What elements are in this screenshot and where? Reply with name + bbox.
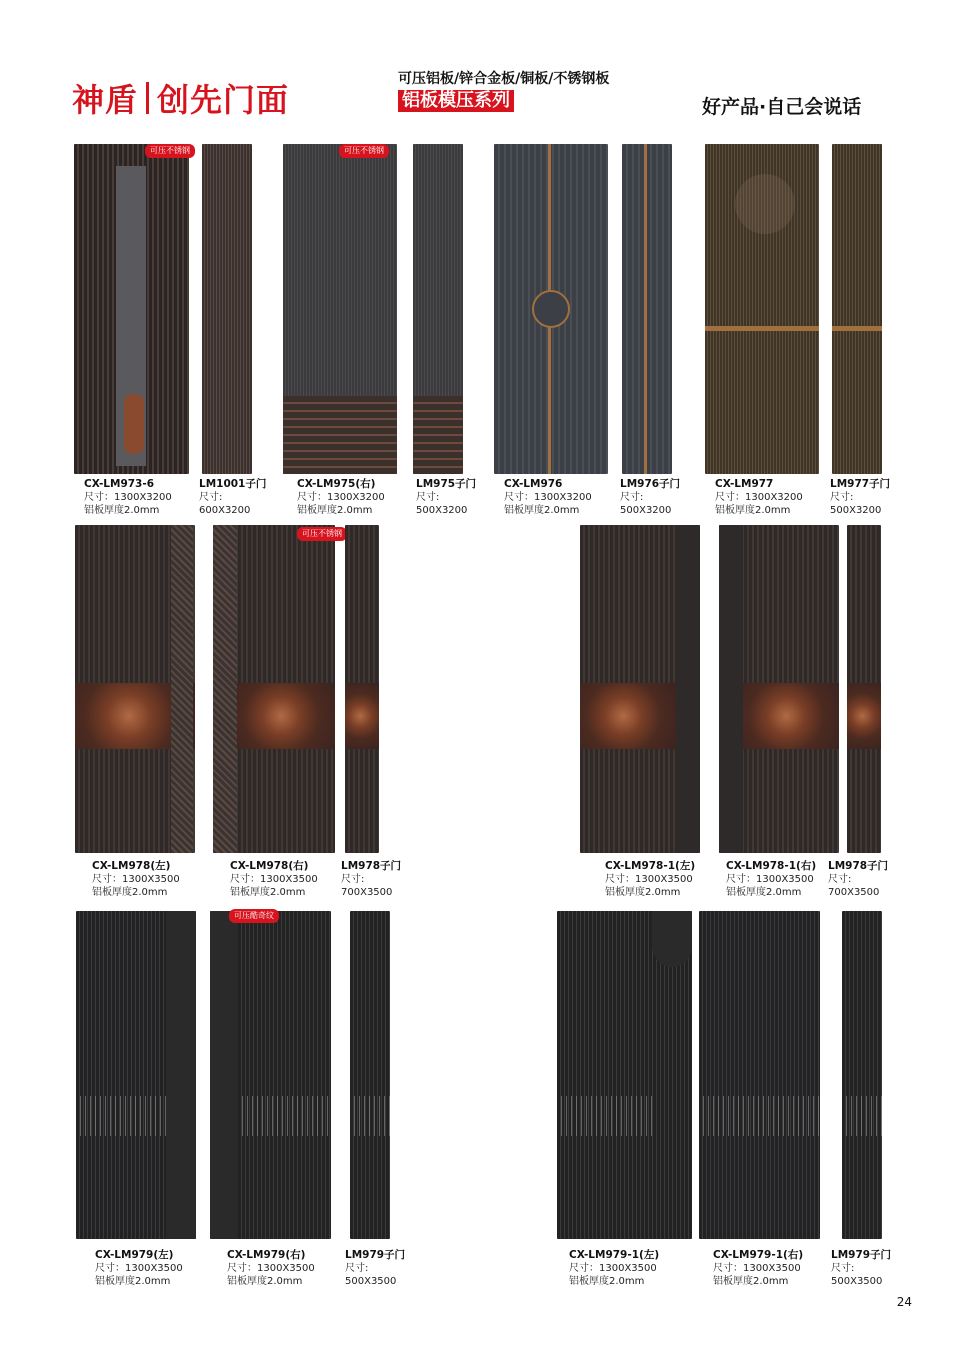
product-thickness: 铝板厚度2.0mm [726,887,802,898]
product-size-label: 尺寸: [831,1263,855,1274]
product-code: CX-LM976 [504,478,563,490]
caption-lm979-left [95,1249,183,1288]
lattice-strip [213,525,237,853]
product-size: 尺寸：1300X3500 [605,874,693,885]
product-thickness: 铝板厚度2.0mm [92,887,168,898]
plain-strip [210,911,238,1239]
product-thickness: 铝板厚度2.0mm [605,887,681,898]
door-panel-lm978-sub [345,525,379,853]
brand-logo [72,78,289,118]
product-thickness: 铝板厚度2.0mm [713,1276,789,1287]
product-size: 尺寸：1300X3200 [715,492,803,503]
brand-divider [146,82,149,114]
product-size: 尺寸：1300X3500 [713,1263,801,1274]
product-code: LM975子门 [416,478,477,490]
horse-relief-band [345,683,379,749]
product-size-label: 尺寸: [345,1263,369,1274]
product-code: CX-LM979-1(右) [713,1249,804,1261]
product-thickness: 铝板厚度2.0mm [227,1276,303,1287]
door-panel-lm975-sub [413,144,463,474]
door-panel-lm973-6 [74,144,189,474]
product-size: 尺寸：1300X3200 [297,492,385,503]
spark-lines [699,1096,820,1136]
product-code: CX-LM973-6 [84,478,155,490]
brand-tagline: 创先门面 [157,81,290,119]
product-code: CX-LM977 [715,478,774,490]
caption-lm973-6 [84,478,172,517]
page-number: 24 [896,1295,912,1309]
horse-relief-band [743,683,839,749]
caption-lm978-right [230,860,318,899]
product-size-label: 尺寸: [199,492,223,503]
door-panel-lm979-sub [350,911,390,1239]
door-panel-lm978-1-right [719,525,839,853]
badge-stainless: 可压不锈钢 [339,144,389,158]
door-panel-lm978-1-left [580,525,700,853]
badge-stainless: 可压不锈钢 [145,144,195,158]
product-thickness: 铝板厚度2.0mm [715,505,791,516]
product-size: 500X3200 [620,505,672,516]
product-code: CX-LM978-1(左) [605,860,696,872]
door-panel-lm977 [705,144,819,474]
door-panel-lm979-right [210,911,331,1239]
product-code: CX-LM978-1(右) [726,860,817,872]
caption-lm978-sub [341,860,401,899]
product-code: CX-LM979(右) [227,1249,306,1261]
product-size-label: 尺寸: [830,492,854,503]
product-size-label: 尺寸: [341,874,365,885]
caption-lm976-sub [620,478,680,517]
caption-lm978-left [92,860,180,899]
product-size: 500X3500 [831,1276,883,1287]
horse-relief-band [237,683,335,749]
spark-lines [842,1096,882,1136]
door-panel-lm975 [283,144,397,474]
door-panel-lm979-left [76,911,196,1239]
bronze-strip [644,144,647,474]
product-thickness: 铝板厚度2.0mm [569,1276,645,1287]
caption-lm978-1-sub [828,860,888,899]
plum-blossom-relief [124,394,144,454]
caption-lm976 [504,478,592,517]
caption-lm975 [297,478,385,517]
product-thickness: 铝板厚度2.0mm [95,1276,171,1287]
product-code: LM977子门 [830,478,891,490]
spark-lines [557,1096,652,1136]
caption-lm979-1-right [713,1249,803,1288]
product-code: LM979子门 [345,1249,406,1261]
plain-strip [676,525,700,853]
wave-pattern [283,396,397,474]
door-panel-lm977-sub [832,144,882,474]
product-size: 700X3500 [341,887,393,898]
product-size: 尺寸：1300X3500 [92,874,180,885]
product-thickness: 铝板厚度2.0mm [504,505,580,516]
lattice-strip [171,525,193,853]
plain-strip [719,525,743,853]
product-size: 尺寸：1300X3500 [230,874,318,885]
caption-lm977 [715,478,803,517]
door-panel-lm979-1-right [699,911,820,1239]
product-size: 尺寸：1300X3200 [504,492,592,503]
product-code: CX-LM978(右) [230,860,309,872]
product-size: 尺寸：1300X3500 [569,1263,657,1274]
product-thickness: 铝板厚度2.0mm [84,505,160,516]
caption-lm975-sub [416,478,476,517]
product-size: 尺寸：1300X3200 [84,492,172,503]
product-size: 尺寸：1300X3500 [726,874,814,885]
caption-lm978-1-right [726,860,816,899]
product-size-label: 尺寸: [416,492,440,503]
door-panel-lm979-1-left [557,911,692,1239]
product-size: 700X3500 [828,887,880,898]
plain-strip [166,911,196,1239]
series-title: 铝板模压系列 [398,90,514,112]
badge-stainless: 可压不锈钢 [297,527,347,541]
product-code: LM1001子门 [199,478,267,490]
door-panel-lm976-sub [622,144,672,474]
product-size: 尺寸：1300X3500 [95,1263,183,1274]
horse-relief-band [580,683,676,749]
caption-lm977-sub [830,478,890,517]
caption-lm978-1-left [605,860,695,899]
gold-band [832,326,882,331]
product-thickness: 铝板厚度2.0mm [297,505,373,516]
wave-pattern [413,396,463,474]
product-code: LM978子门 [341,860,402,872]
cloud-pattern [735,174,795,234]
caption-lm979-right [227,1249,315,1288]
horse-relief-band [847,683,881,749]
product-code: LM978子门 [828,860,889,872]
product-size-label: 尺寸: [620,492,644,503]
caption-lm979-1-left [569,1249,659,1288]
door-panel-lm1001 [202,144,252,474]
badge-cool-pattern: 可压酷奇纹 [229,909,279,923]
spark-lines [238,1096,331,1136]
product-code: CX-LM979-1(左) [569,1249,660,1261]
caption-lm1001 [199,478,266,517]
medallion-ornament [532,290,570,328]
materials-line: 可压铝板/锌合金板/铜板/不锈钢板 [398,71,610,87]
product-size-label: 尺寸: [828,874,852,885]
door-panel-lm978-left [75,525,195,853]
product-code: CX-LM979(左) [95,1249,174,1261]
product-code: LM979子门 [831,1249,892,1261]
slogan: 好产品·自己会说话 [702,96,862,118]
brand-name: 神盾 [72,81,139,119]
door-panel-lm978-1-sub [847,525,881,853]
spark-lines [350,1096,390,1136]
product-code: CX-LM975(右) [297,478,376,490]
caption-lm979-1-sub [831,1249,891,1288]
door-panel-lm978-right [213,525,335,853]
product-code: CX-LM978(左) [92,860,171,872]
round-ornament [652,911,692,967]
spark-lines [76,1096,166,1136]
product-code: LM976子门 [620,478,681,490]
door-panel-lm979-1-sub [842,911,882,1239]
caption-lm979-sub [345,1249,405,1288]
product-size: 尺寸：1300X3500 [227,1263,315,1274]
product-size: 600X3200 [199,505,251,516]
product-thickness: 铝板厚度2.0mm [230,887,306,898]
product-size: 500X3500 [345,1276,397,1287]
product-size: 500X3200 [416,505,468,516]
gold-band [705,326,819,331]
door-panel-lm976 [494,144,608,474]
product-size: 500X3200 [830,505,882,516]
